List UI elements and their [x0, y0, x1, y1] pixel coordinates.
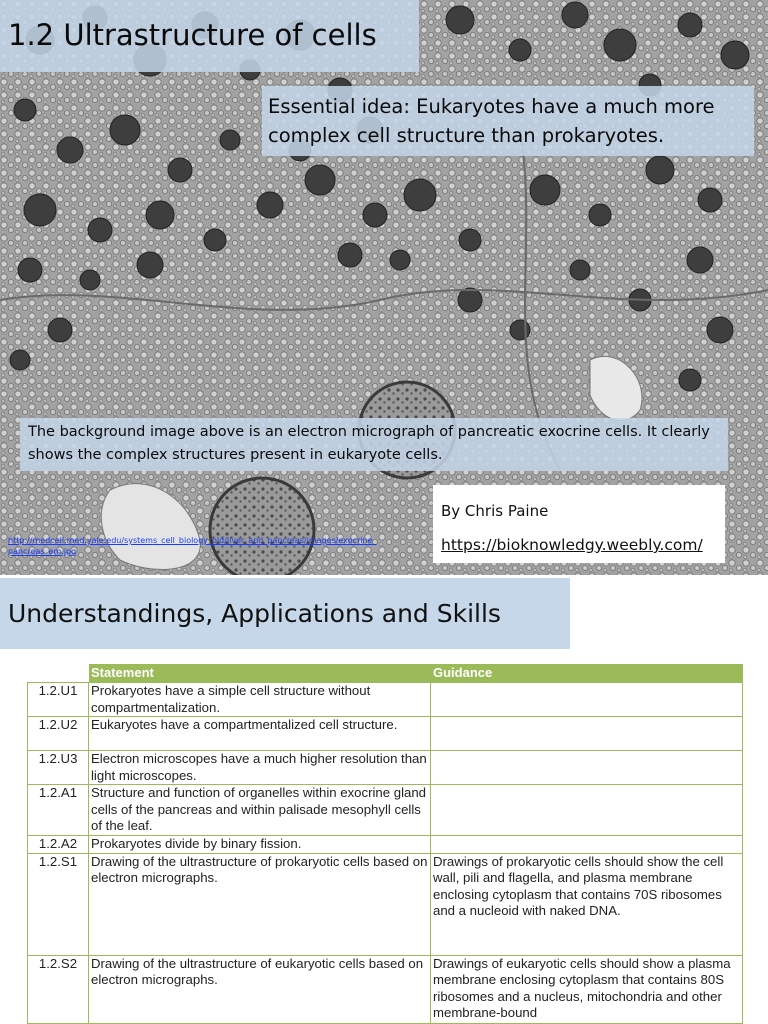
granule — [338, 243, 362, 267]
image-source-link[interactable]: http://medcell.med.yale.edu/systems_cell_biology_old/liver_and_pancreas/images/exocrine_pancreas_em.jpg — [8, 536, 377, 556]
granule — [57, 137, 83, 163]
image-caption-text: The background image above is an electron micrograph of pancreatic exocrine cells. It clearly shows the complex structures present in eukaryote cells. — [28, 424, 710, 463]
granule — [14, 99, 36, 121]
granule — [146, 201, 174, 229]
granule — [88, 218, 112, 242]
table-row — [28, 785, 743, 836]
essential-idea-text: Essential idea: Eukaryotes have a much more complex cell structure than prokaryotes. — [268, 95, 715, 147]
granule — [168, 158, 192, 182]
row-guidance-cell: Drawings of prokaryotic cells should show the cell wall, pili and flagella, and plasma membrane enclosing cytoplasm that contains 70S ribosomes and a nucleoid with naked DNA. — [431, 853, 743, 955]
table-row — [28, 717, 743, 751]
granule — [707, 317, 733, 343]
row-statement-cell: Eukaryotes have a compartmentalized cell structure. — [89, 717, 431, 751]
table-header-code — [28, 665, 89, 683]
granule — [18, 258, 42, 282]
row-code-cell: 1.2.U2 — [28, 717, 89, 751]
row-statement-cell: Prokaryotes have a simple cell structure without compartmentalization. — [89, 683, 431, 717]
row-guidance-cell — [431, 785, 743, 836]
table-row — [28, 836, 743, 854]
granule — [24, 194, 56, 226]
row-code-cell: 1.2.U3 — [28, 751, 89, 785]
understandings-table — [27, 664, 743, 1024]
row-guidance-cell — [431, 836, 743, 854]
granule — [509, 39, 531, 61]
granule — [305, 165, 335, 195]
row-statement-cell: Electron microscopes have a much higher resolution than light microscopes. — [89, 751, 431, 785]
granule — [679, 369, 701, 391]
image-caption-banner — [20, 418, 728, 471]
granule — [458, 288, 482, 312]
slide-title: 1.2 Ultrastructure of cells — [8, 18, 377, 52]
granule — [110, 115, 140, 145]
granule — [257, 192, 283, 218]
granule — [721, 41, 749, 69]
granule — [363, 203, 387, 227]
table-row — [28, 853, 743, 955]
row-statement-cell: Drawing of the ultrastructure of prokaryotic cells based on electron micrographs. — [89, 853, 431, 955]
table-header-row — [28, 665, 743, 683]
granule — [446, 6, 474, 34]
row-guidance-cell — [431, 751, 743, 785]
row-statement-cell: Structure and function of organelles within exocrine gland cells of the pancreas and within palisade mesophyll cells of the leaf. — [89, 785, 431, 836]
row-code-cell: 1.2.A2 — [28, 836, 89, 854]
granule — [10, 350, 30, 370]
section-heading-banner — [0, 578, 570, 649]
granule — [687, 247, 713, 273]
granule — [390, 250, 410, 270]
author-name: By Chris Paine — [441, 502, 549, 520]
row-guidance-cell: Drawings of eukaryotic cells should show a plasma membrane enclosing cytoplasm that contains 80S ribosomes and a nucleus, mitochondria and other membrane-bound — [431, 955, 743, 1023]
granule — [589, 204, 611, 226]
granule — [604, 29, 636, 61]
granule — [646, 156, 674, 184]
row-statement-cell: Drawing of the ultrastructure of eukaryotic cells based on electron micrographs. — [89, 955, 431, 1023]
slide-title-banner — [0, 0, 419, 72]
author-box — [433, 485, 725, 563]
granule — [137, 252, 163, 278]
table-row — [28, 751, 743, 785]
granule — [678, 13, 702, 37]
row-statement-cell: Prokaryotes divide by binary fission. — [89, 836, 431, 854]
granule — [510, 320, 530, 340]
row-code-cell: 1.2.S2 — [28, 955, 89, 1023]
essential-idea-banner — [262, 86, 754, 156]
row-guidance-cell — [431, 683, 743, 717]
section-heading: Understandings, Applications and Skills — [8, 599, 501, 628]
granule — [570, 260, 590, 280]
table-row — [28, 955, 743, 1023]
granule — [48, 318, 72, 342]
granule — [80, 270, 100, 290]
author-website-link[interactable]: https://bioknowledgy.weebly.com/ — [441, 536, 703, 554]
granule — [404, 179, 436, 211]
granule — [220, 130, 240, 150]
row-code-cell: 1.2.A1 — [28, 785, 89, 836]
granule — [530, 175, 560, 205]
row-guidance-cell — [431, 717, 743, 751]
understandings-slide — [0, 575, 768, 1024]
table-header-statement: Statement — [89, 665, 431, 683]
granule — [698, 188, 722, 212]
table-header-guidance: Guidance — [431, 665, 743, 683]
granule — [459, 229, 481, 251]
row-code-cell: 1.2.U1 — [28, 683, 89, 717]
granule — [562, 2, 588, 28]
row-code-cell: 1.2.S1 — [28, 853, 89, 955]
table-row — [28, 683, 743, 717]
granule — [204, 229, 226, 251]
